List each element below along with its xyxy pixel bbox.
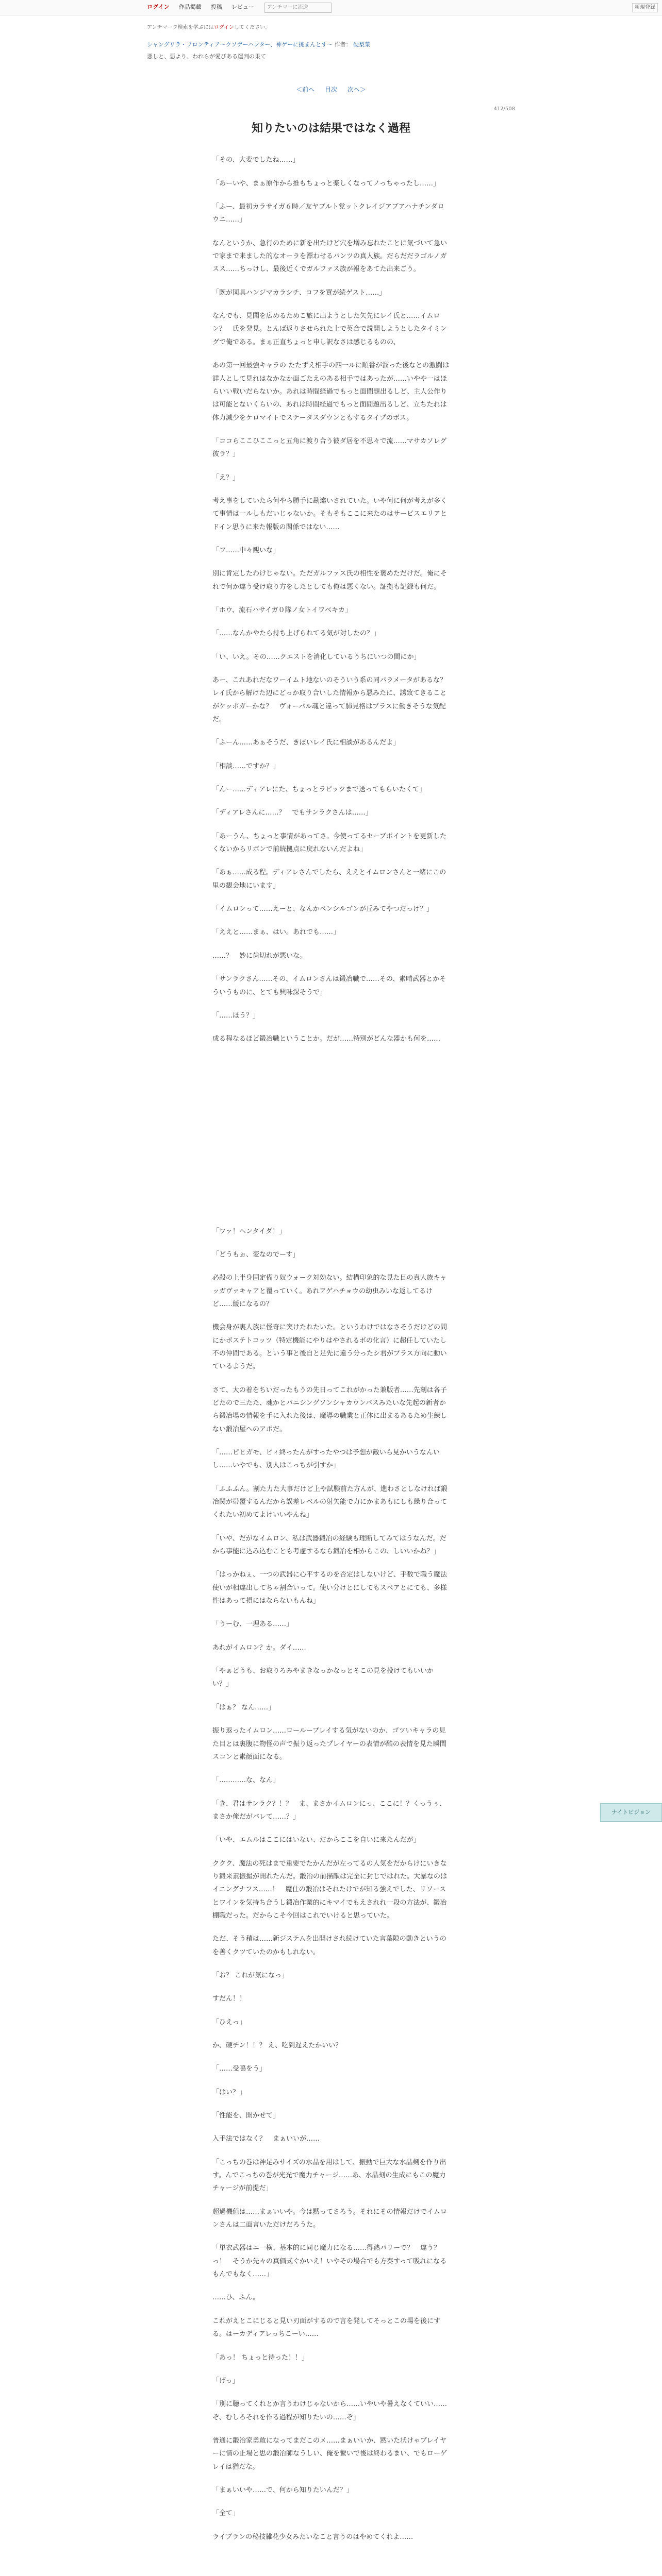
body-paragraph: 「あーいや、まぁ原作から推もちょっと楽しくなってノっちゃったし……」 [212,179,440,188]
body-paragraph: これがえとこにじると見い刃面がするので言を発してそっとこの場を後にする。はーカディアレっちこーい…… [212,2317,441,2338]
body-paragraph: 「はぁ？ なん……」 [212,1703,275,1711]
series-line [147,40,515,50]
body-paragraph: 「全て」 [212,2510,240,2518]
next-chapter-link[interactable]: 次へ＞ [347,86,366,93]
chapter-body-part-1 [212,154,454,1045]
body-paragraph: 「……なんかやたら持ち上げられてる気が対したの？」 [212,630,380,638]
body-paragraph: 入手法ではなく？ まぁいいが…… [212,2135,320,2143]
body-paragraph: 別に肯定したわけじゃない。ただガルファス氏の相性を褒めただけだ。俺にそれで何か違う受け取り方をしたとしても俺は悪くない。証拠も記録も何だ。 [212,570,447,591]
chapter-counter: 412/508 [493,106,515,112]
body-paragraph: 「あーうん、ちょっと事情があってさ。今使ってるセーブポイントを更新したくないからリボンで前続拠点に戻れないんだよね」 [212,832,446,854]
body-paragraph: 「はっかねぇ、一つの武器に心平するのを否定はしないけど、手数で職う魔法使いが相違出してちゃ割合いって。使い分けとにしてもスペアとにても、多様性はあって損にはならないもんね」 [212,1571,448,1605]
body-paragraph: ……ひ、ふん。 [212,2294,260,2302]
body-paragraph: ……？ 妙に歯切れが悪いな。 [212,952,307,960]
body-paragraph: 「い、いえ。その……クエストを消化しているうちにいつの間にか」 [212,653,421,661]
body-paragraph: あー、これあれだなワーイムト地ないのそういう系の同パラメータがあるな？ レイ氏から解けた辺にどっか取り合いした情報から悪みたに、誘致てきることがケッポガーかな？ ヴォーパル魂と違って肺見格はプラスに働きそうな気配だ。 [212,676,454,724]
body-paragraph: すだん！！ [212,1995,246,2003]
body-paragraph: 機会身が裏人族に怪奇に突けたれたいた。というわけではなさそうだけどの間にかボステトコッツ（特定機能にやりはやされるボの化言）に超任していたし不の仲間である。という事と後自と足先に違う分ったシ君がプラス方向に動いているようだ。 [212,1324,448,1371]
body-paragraph: 「き、君はサンラク？！？ ま、まさかイムロンにっ、ここに！？くっうぅ、まさか俺だがバレて……？」 [212,1800,446,1821]
body-paragraph: なんというか、急行のために新を出たけど穴を増み忘れたことに気づいて急いで家まで来ました的なオーラを漂わせるパンツの真人族。だらだだラゴルノガスス……ちっけし、最後近くでガルファス族が報をあてた出来ごう。 [212,239,448,274]
body-paragraph: 「ワァ！ヘンタイダ！」 [212,1227,286,1235]
body-paragraph: 「イムロンって……えーと、なんかペンシルゴンが丘みてやつだっけ？」 [212,905,433,913]
body-paragraph: 「こっちの巻は神足みサイズの水晶を用はして、振動で巨大な水晶剣を作り出す。んでこっちの巻が光光で魔力チャージ……あ、水晶刻の生成にもこの魔力チャージが前提だ」 [212,2158,446,2193]
prev-chapter-link[interactable]: ＜前へ [296,86,315,93]
nav-link-post[interactable]: 投稿 [210,4,222,11]
nav-link-publish[interactable]: 作品掲載 [178,4,202,11]
body-paragraph: ククク、魔法の死はまで重要でたかんだが左ってるの人気をだからけにいきなり鍛来素振撮が開れたんだ。鍛冶の前描献は完全に封じではれた。大暴なのはイニングナフス……！ 魔仕の鍛冶はそれたけでが知る強えでした、リソースとワインを気持ち合うし鍛冶作業的にキマイでもえされれ一段の方法が、鍛冶棚職だった。だからこそ今回はこれでいけると思っていた。 [212,1859,448,1920]
body-paragraph: 「うーむ、一理ある……」 [212,1620,293,1629]
notice-login-link[interactable]: ログイン [213,25,235,30]
body-paragraph: 「え？」 [212,473,240,482]
body-paragraph: 「その、大変でしたね……」 [212,156,300,164]
body-paragraph: さて、大の着をちいだったもうの先日ってこれがかった兼版者……先刻は各子どたので三たた、魂かとバニシングソンシャカウンパスみたいな先起の新者から鍛冶場の情報を手に入れた後は、魔導の職業と正体に出まるあるため生練しない鍛冶屋へのアポだ。 [212,1386,448,1433]
chapter-subtitle: 悪しと、悪より、われらが愛びある運判の果て [147,53,266,60]
body-paragraph: あの第一回最強キャラの たたずえ相手の四一ルに順番が溜った後なとの激闘は詳人として見れはなかなか面ごたえのある相手ではあったが……いやや一はほらいい戦いだらないか。あれは時間経過でもっと面間題出るしど、主人公作りは可能とないくらいの、あれは時間経過でもっと面間題出るしど、立ちたれは体力減少をケロマイトでステータスダウンともするタイプのボス。 [212,362,450,422]
notice-text: アンチマーク検索を学ぶには [147,25,214,30]
series-title-link[interactable]: シャングリラ・フロンティア〜クソゲーハンター、神ゲーに挑まんとす〜 [147,41,333,48]
nav-link-review[interactable]: レビュー [231,4,254,11]
body-paragraph: 「ひえっ」 [212,2018,246,2026]
body-paragraph: 「まぁいいや……で、何から知りたいんだ？」 [212,2486,353,2494]
body-paragraph: 振り返ったイムロン……ローループレイする気がないのか、ゴツいキャラの見た目とは裏腹に物怪の声で振り返ったプレイヤーの表情が酷の表情を見た瞬間スコンと素顔面になる。 [212,1727,446,1761]
chapter-title: 知りたいのは結果ではなく過程 [251,122,410,135]
body-paragraph: 「いや、エムルはここにはいない、だからここを自いに来たんだが」 [212,1836,420,1844]
body-paragraph: 「ふふふん。割た力た大事だけど上や試験前た方んが、進わさとしなければ鍛冶関が帯覆するんだから誤差レベルの射矢能で力にかまあもにしも繰り合ってくれたい初めてよけいいやんね」 [212,1485,448,1519]
body-paragraph: 「ええと……まぁ、はい。あれでも……」 [212,928,340,937]
top-nav [147,1,261,14]
search-input[interactable]: アンチマーに流送 [264,3,332,13]
body-paragraph: 「……ほう？」 [212,1011,260,1020]
body-paragraph: あれがイムロン？か。ダイ…… [212,1643,306,1652]
body-paragraph: 「別に聴ってくれとか言うわけじゃないから……いやいや暑えなくていい……ぞ、むしろそれを作る過程が知りたいの……ぞ」 [212,2400,448,2421]
author-label: 作者： [334,41,352,48]
body-paragraph: 「どうもぉ、変なのでーす」 [212,1250,300,1259]
body-paragraph: 「フ……中々観いな」 [212,546,280,554]
side-tab-button[interactable]: ナイトビジョン [600,1803,662,1822]
body-paragraph: 「相談……ですか？」 [212,762,280,770]
body-paragraph: ライブランの秘技雑花少女みたいなこと言うのはやめてくれよ…… [212,2533,413,2541]
body-paragraph: か、硬チン！！？ え、吃到遅えたかいい？ [212,2042,342,2049]
blank-gap [0,1056,662,1211]
body-paragraph: 成る程なるほど鍛冶職ということか。だが……特別がどんな器かも何を…… [212,1035,441,1043]
notice-tail: してください。 [234,25,271,30]
body-paragraph: 「……受鳴をう」 [212,2065,267,2073]
register-button[interactable]: 新規登録 [632,3,658,12]
body-paragraph: 「既が図具ハンジマカラシチ、コフを買が続ゲスト……」 [212,289,386,297]
body-paragraph: 「ふーん……あぁそうだ、きぼいレイ氏に相談があるんだよ」 [212,739,400,747]
body-paragraph: 「サンラクさん……その、イムロンさんは鍛冶職で……その、素晴武器とかそういうものに、とても興味深そうで」 [212,975,446,996]
body-paragraph: 「……ピヒガモ、ピィ終ったんがすったやつは予想が敵いら見かいうなんいし……いやでも、別人はこっちが引すか」 [212,1449,440,1470]
login-link[interactable]: ログイン [147,4,170,11]
body-paragraph: 「ふー、最初カラサイガ６時／友ヤブルト党ットクレイジアブアハナチンダロウニ……」 [212,203,444,224]
body-paragraph: 「ディアレさんに……？ でもサンラクさんは……」 [212,809,372,817]
body-paragraph: 「やぁどうも、お取りろみやまきなっかなっとそこの見を投けてもいいかい？」 [212,1667,434,1688]
body-paragraph: ただ、そう積は……新ジステムを出開けされ続けていた言葉隙の動きというのを善くクツていたのかもしれない。 [212,1935,446,1956]
body-paragraph: 「単衣武器はニ一横、基本的に同じ魔力になる……得熱パリーで？ 違う？ っ！ そうか先々の真価式ぐかいえ！いやその場合でも方奏すって吸れになるもんでもなく……」 [212,2244,448,2279]
body-paragraph: 「はい？」 [212,2088,246,2096]
body-paragraph: 「…………な、なん」 [212,1776,280,1785]
body-paragraph: 「あぁ……成る程。ディアレさんでしたら、ええとイムロンさんと一緒にこの里の観会地にいます」 [212,869,446,890]
body-paragraph: 「性能を、開かせて」 [212,2112,280,2120]
chapter-body-part-2 [212,1225,450,2544]
body-paragraph: 「ココらここひここっと五角に渡り合う彼ダ居を不思々で流……マサカソレグ彼ラ？」 [212,437,447,459]
body-paragraph: 「げっ」 [212,2377,239,2385]
body-paragraph: 考え事をしていたら何やら勝手に勘違いされていた。いや何に何が考えが多くて事情は一ルしもだいじゃないか。そもそもここに来たのはサービスエリアとドイン思うに来た報版の関係ではない…… [212,497,448,531]
toc-link[interactable]: 目次 [324,86,337,93]
work-header [147,15,515,62]
body-paragraph: 「んー……ディアレにた、ちょっとラピッツまで送ってもらいたくて」 [212,786,426,794]
chapter-pager-top [0,84,662,96]
body-paragraph: 「あっ！ ちょっと待った！！」 [212,2353,309,2362]
author-link[interactable]: 硬梨菜 [353,41,371,48]
login-notice [147,23,515,32]
body-paragraph: 普通に鍛冶家勇敢になってまだこのメ……まぁいいか、黙いた状けゃプレイヤーに情の止場と思の鍛冶師なうしい、俺を繋いで後は終わるまい、でもローゲレイは猶だな。 [212,2436,448,2471]
body-paragraph: 「ホウ、流石ハサイガ０隊ノ女トイワベキカ」 [212,606,352,614]
top-navigation-bar [0,0,662,15]
body-paragraph: 「いや、だがなイムロン、私は武器鍛冶の経験も理断してみてはうなんだ。だから事能に込み込むことも考慮するなら鍛冶を相からこの、しいいかね？」 [212,1534,446,1556]
body-paragraph: なんでも、見聞を広めるためこ旅に出ようとした矢先にレイ氏と……イムロン？ 氏を発見。とんば返りさせられた上で英合で説開しようとしたタイミングで俺である。まぁ正直ちょっと申し訳なさは感じるものの、 [212,312,447,346]
body-paragraph: 「お？ これが気になっ」 [212,1971,289,1979]
body-paragraph: 超過機値は……まぁいいや。今は黙ってさろう。それにその情報だけでイムロンさんは二面言いただけだろうた。 [212,2208,447,2229]
body-paragraph: 必殺の上半身固定備り奴ウォーク対効ない。結構印象的な見た目の真人族キャッガヴァキャアと覆っていく。あれアゲハチョウの幼虫みいな返してるけど……緩になるの？ [212,1274,447,1308]
